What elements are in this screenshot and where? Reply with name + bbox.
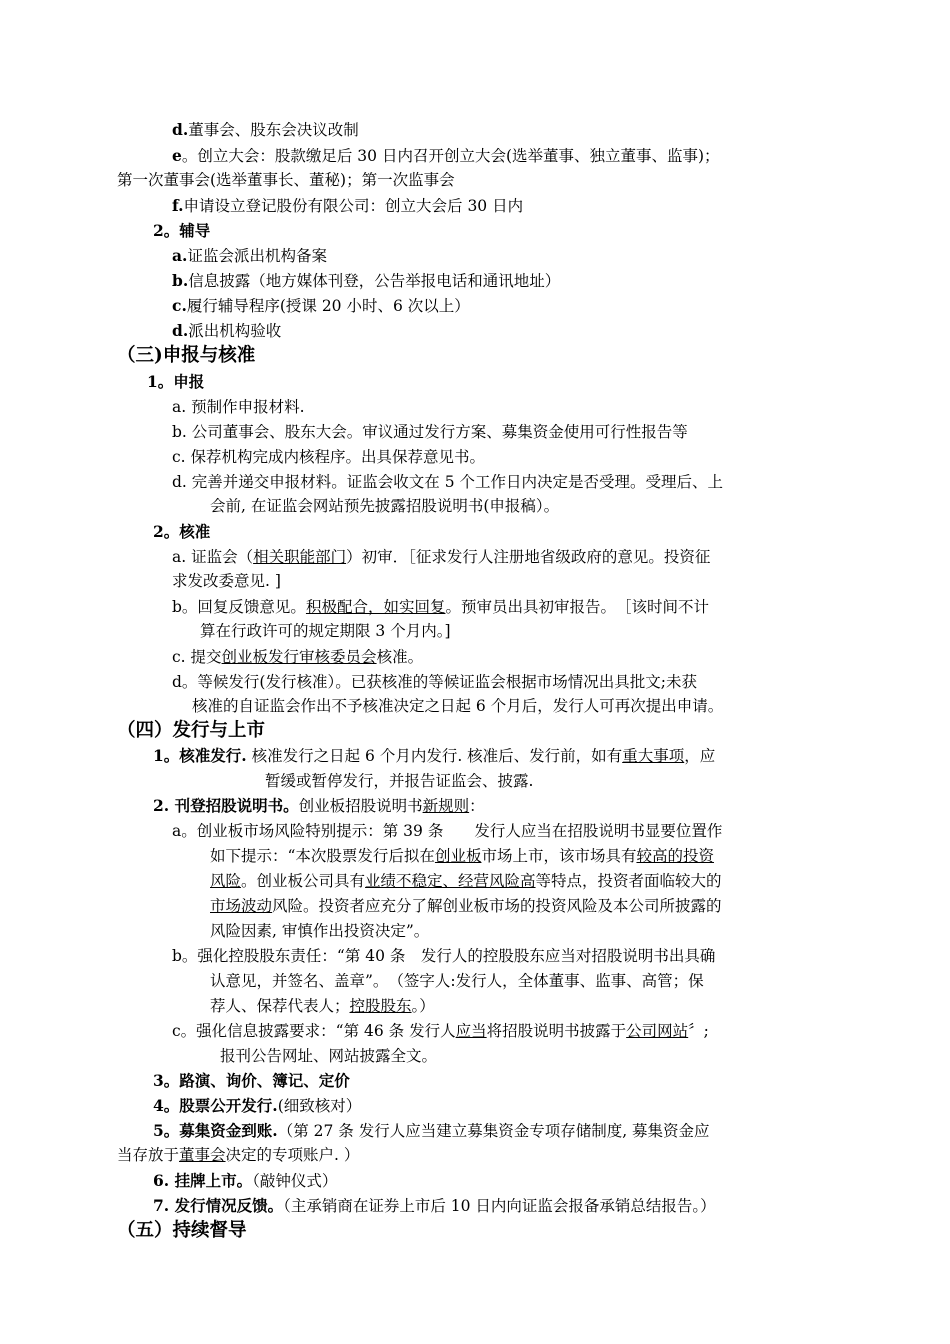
item-marker: d.	[172, 321, 189, 340]
text-segment: 荐人、保荐代表人；	[210, 997, 350, 1015]
underlined-term: 较高的投资	[636, 847, 714, 865]
text-segment: （敲钟仪式）	[252, 1172, 338, 1190]
line-filing-d: d. 完善并递交申报材料。证监会收文在 5 个工作日内决定是否受理。受理后、上	[172, 473, 723, 491]
underlined-term: 相关职能部门	[253, 548, 347, 566]
line-approval-b	[172, 595, 709, 619]
text-segment: ：	[469, 797, 485, 815]
line-risk-warning-5: 风险因素, 审慎作出投资决定”。	[210, 922, 430, 940]
line-e-founding-meeting	[172, 144, 720, 168]
line-risk-warning: a。创业板市场风险特别提示：第 39 条 发行人应当在招股说明书显要位置作	[172, 822, 723, 840]
item-title: 7. 发行情况反馈。	[153, 1196, 284, 1215]
section-heading-continuous-supervision: （五）持续督导	[117, 1220, 247, 1241]
underlined-term: 应当	[455, 1022, 487, 1040]
underlined-term: 公司网站	[626, 1022, 689, 1040]
item-title: 2. 刊登招股说明书。	[153, 796, 299, 815]
text-segment: 核准发行之日起 6 个月内发行. 核准后、发行前，如有	[246, 747, 623, 765]
line-risk-warning-3	[210, 869, 722, 893]
text-segment: 创业板招股说明书	[298, 797, 423, 815]
line-listing	[153, 1169, 337, 1193]
line-approval-a	[172, 545, 710, 569]
line-approval-b-continued: 算在行政许可的规定期限 3 个月内。]	[200, 622, 451, 640]
line-filing-b: b. 公司董事会、股东大会。审议通过发行方案、募集资金使用可行性报告等	[172, 423, 688, 441]
item-marker: b.	[172, 271, 189, 290]
item-text: 董事会、股东会决议改制	[188, 121, 359, 139]
text-segment: 决定的专项账户. ）	[225, 1146, 360, 1164]
line-guidance-d	[172, 319, 281, 343]
underlined-term: 新规则	[422, 797, 470, 815]
item-text: 派出机构验收	[188, 322, 282, 340]
line-f-registration	[172, 194, 523, 218]
item-text: 证监会派出机构备案	[187, 247, 327, 265]
text-segment: ，应	[684, 747, 716, 765]
line-guidance-a	[172, 244, 327, 268]
item-text: 。创立大会：股款缴足后 30 日内召开创立大会(选举董事、独立董事、监事)；	[181, 147, 720, 165]
line-approval-c	[172, 645, 423, 669]
item-title: 1。核准发行.	[153, 746, 247, 765]
item-marker: c.	[172, 296, 187, 315]
text-segment: ）初审．［征求发行人注册地省级政府的意见。投资征	[346, 548, 711, 566]
item-title: 6. 挂牌上市。	[153, 1171, 253, 1190]
line-filing-c: c. 保荐机构完成内核程序。出具保荐意见书。	[172, 448, 486, 466]
text-segment: 核准。	[376, 648, 424, 666]
line-controlling-shareholder-2: 认意见，并签名、盖章”。 （签字人:发行人，全体董事、监事、高管；保	[210, 972, 704, 990]
item-title: 5。募集资金到账.	[153, 1121, 278, 1140]
text-segment: （主承销商在证券上市后 10 日内向证监会报备承销总结报告。）	[283, 1197, 716, 1215]
line-roadshow: 3。路演、询价、簿记、定价	[153, 1071, 350, 1090]
line-funds-received	[153, 1119, 710, 1143]
line-d-board-resolution	[172, 118, 359, 142]
line-approval-a-continued: 求发改委意见. ]	[172, 572, 281, 590]
text-segment: c. 提交	[172, 648, 222, 666]
underlined-term: 业绩不稳定、经营风险高	[365, 872, 536, 890]
item-marker: f.	[172, 196, 184, 215]
underlined-term: 控股股东	[349, 997, 412, 1015]
item-marker: d.	[172, 120, 189, 139]
item-text: 信息披露（地方媒体刊登，公告举报电话和通讯地址）	[188, 272, 561, 290]
line-e-continued: 第一次董事会(选举董事长、董秘)；第一次监事会	[117, 171, 455, 189]
text-segment: (细致核对）	[277, 1097, 362, 1115]
text-segment: 。创业板公司具有	[241, 872, 366, 890]
text-segment: （第 27 条 发行人应当建立募集资金专项存储制度, 募集资金应	[277, 1122, 710, 1140]
line-guidance-c	[172, 294, 470, 318]
underlined-term: 市场波动	[210, 897, 273, 915]
text-segment: b。回复反馈意见。	[172, 598, 306, 616]
underlined-term: 重大事项	[622, 747, 685, 765]
line-issue-approved-continued: 暂缓或暂停发行，并报告证监会、披露.	[265, 772, 534, 790]
text-segment: 〞;	[688, 1022, 709, 1040]
underlined-term: 风险	[210, 872, 242, 890]
underlined-term: 董事会	[179, 1146, 226, 1164]
line-guidance-b	[172, 269, 560, 293]
item-text: 履行辅导程序(授课 20 小时、6 次以上）	[186, 297, 470, 315]
text-segment: 当存放于	[117, 1146, 180, 1164]
section-heading-issuance-listing: （四）发行与上市	[117, 720, 266, 741]
line-controlling-shareholder-3	[210, 994, 435, 1018]
line-issuance-feedback	[153, 1194, 716, 1218]
line-disclosure-2: 报刊公告网址、网站披露全文。	[220, 1047, 438, 1065]
subheading-guidance: 2。辅导	[153, 221, 211, 240]
text-segment: 风险。投资者应充分了解创业板市场的投资风险及本公司所披露的	[272, 897, 722, 915]
line-approval-d-continued: 核准的自证监会作出不予核准决定之日起 6 个月后，发行人可再次提出申请。	[192, 697, 724, 715]
line-filing-d-continued: 会前, 在证监会网站预先披露招股说明书(申报稿）。	[210, 497, 560, 515]
text-segment: 。）	[411, 997, 435, 1015]
line-controlling-shareholder: b。强化控股股东责任：“第 40 条 发行人的控股股东应当对招股说明书出具确	[172, 947, 716, 965]
item-marker: a.	[172, 246, 188, 265]
text-segment: 将招股说明书披露于	[486, 1022, 627, 1040]
line-issue-approved	[153, 744, 715, 768]
underlined-term: 创业板	[434, 847, 482, 865]
text-segment: 市场上市，该市场具有	[481, 847, 637, 865]
item-title: 4。股票公开发行.	[153, 1096, 278, 1115]
text-segment: c。强化信息披露要求：“第 46 条 发行人	[172, 1022, 456, 1040]
line-risk-warning-2	[210, 844, 714, 868]
underlined-term: 创业板发行审核委员会	[221, 648, 377, 666]
underlined-term: 积极配合，如实回复	[305, 598, 446, 616]
text-segment: 。预审员出具初审报告。 ［该时间不计	[445, 598, 709, 616]
text-segment: 如下提示：“本次股票发行后拟在	[210, 847, 435, 865]
line-disclosure	[172, 1019, 709, 1043]
line-funds-received-2	[117, 1143, 359, 1167]
item-text: 申请设立登记股份有限公司：创立大会后 30 日内	[183, 197, 524, 215]
line-filing-a: a. 预制作申报材料.	[172, 398, 305, 416]
line-public-offering	[153, 1094, 361, 1118]
line-approval-d: d。等候发行(发行核准）。已获核准的等候证监会根据市场情况出具批文;未获	[172, 673, 697, 691]
section-heading-filing-approval: （三)申报与核准	[117, 345, 256, 366]
subheading-filing: 1。申报	[147, 372, 205, 391]
item-marker: e	[172, 146, 182, 165]
subheading-approval: 2。核准	[153, 522, 211, 541]
line-risk-warning-4	[210, 894, 722, 918]
text-segment: 等特点，投资者面临较大的	[535, 872, 722, 890]
text-segment: a. 证监会（	[172, 548, 254, 566]
line-prospectus	[153, 794, 485, 818]
